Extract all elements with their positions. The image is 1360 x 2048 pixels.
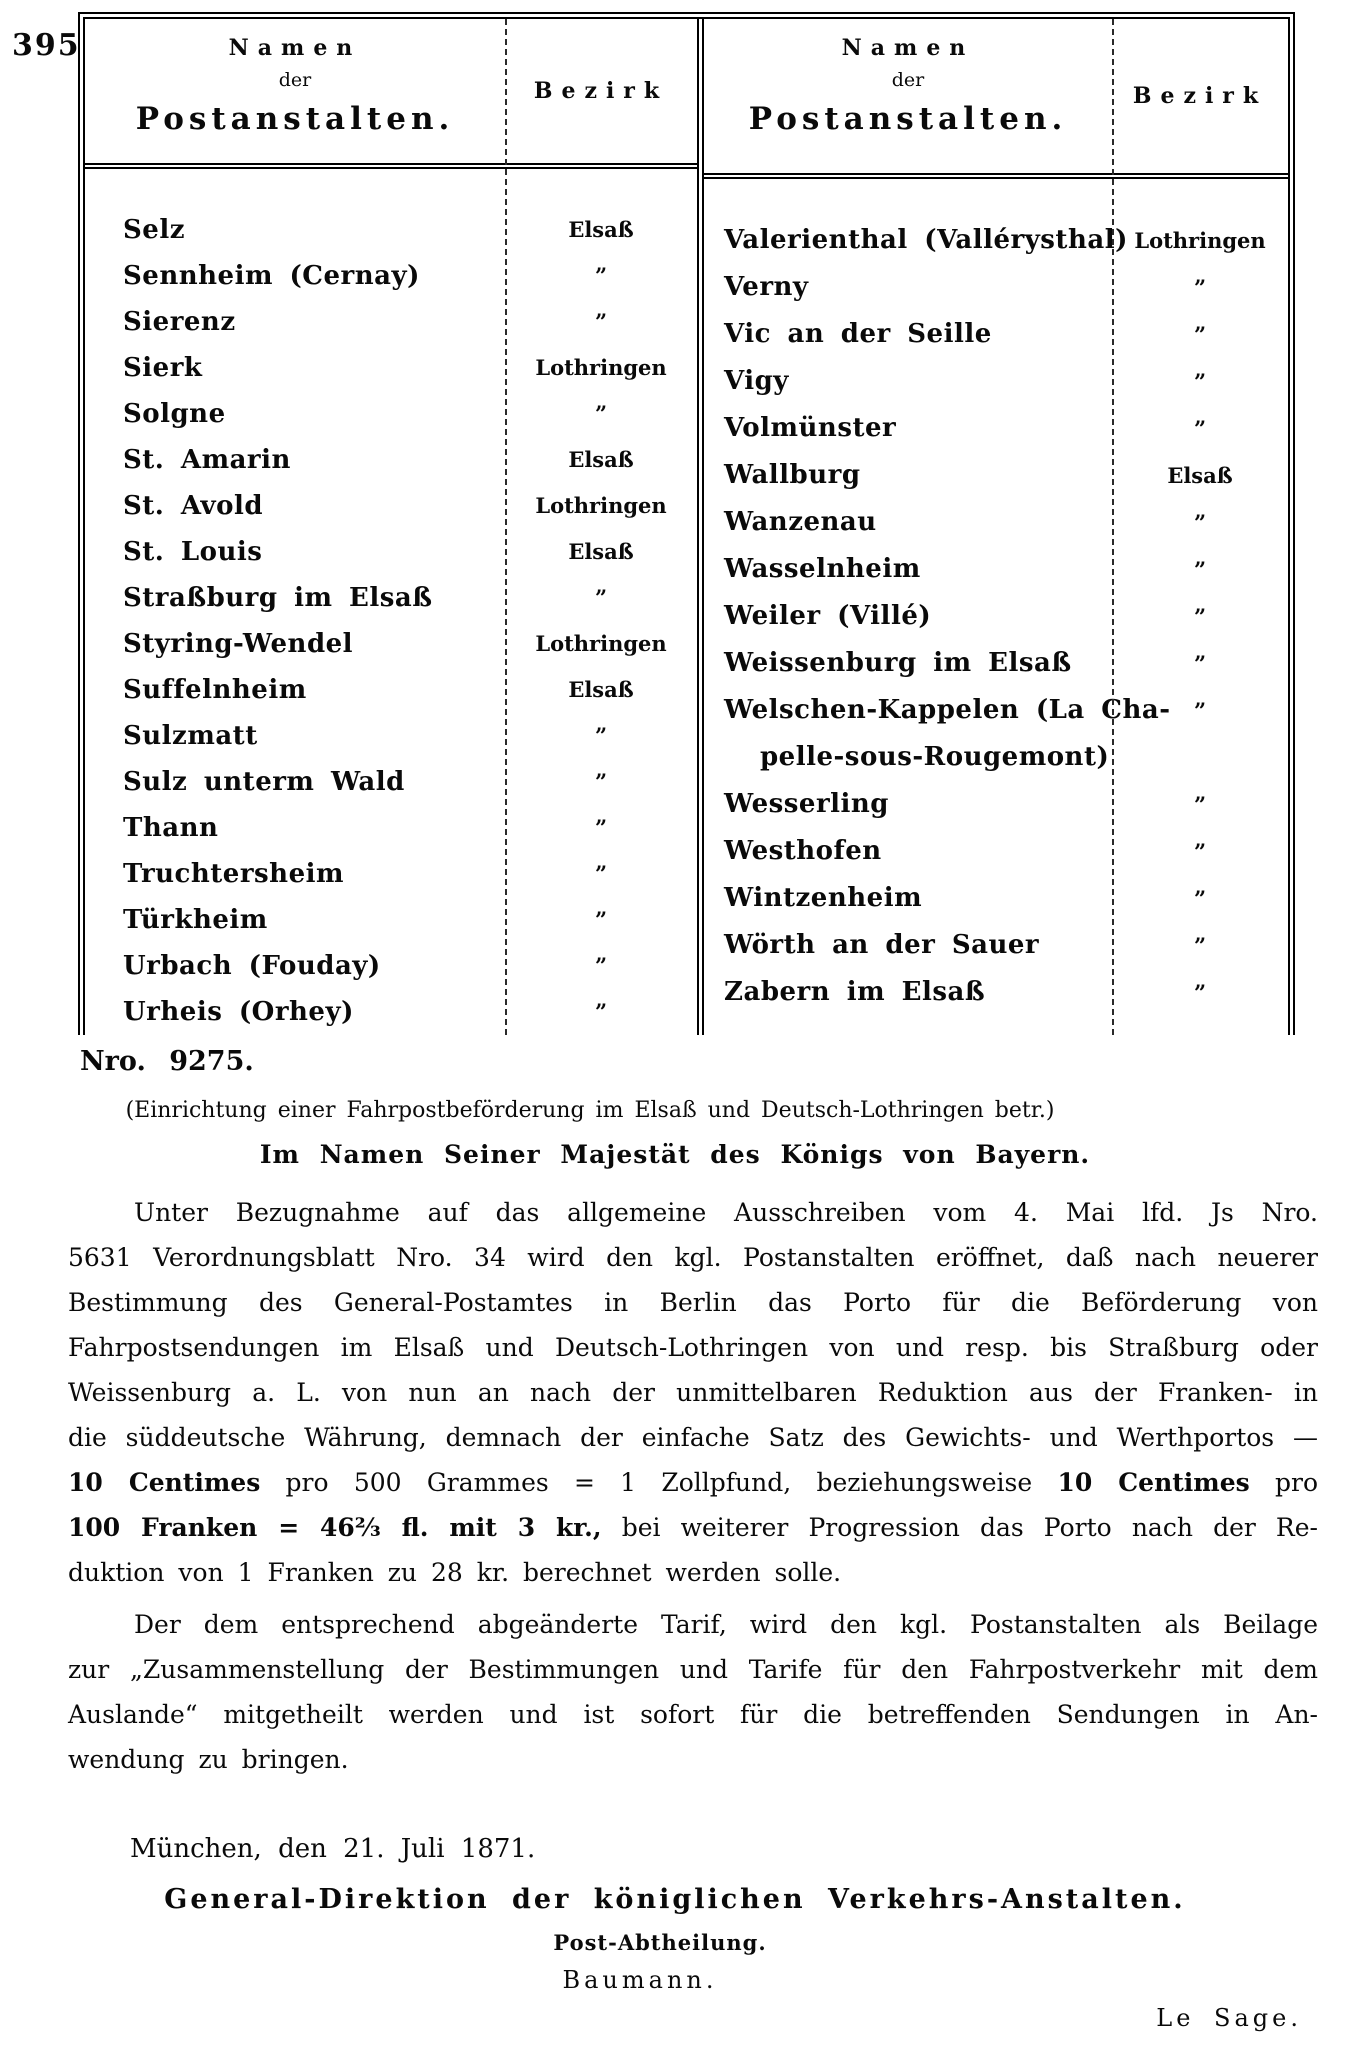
table-row bbox=[85, 345, 697, 391]
cell-name: Sierenz bbox=[123, 307, 236, 337]
text-line: wendung zu bringen. bbox=[68, 1745, 349, 1774]
cell-bezirk: ” bbox=[1193, 933, 1207, 958]
cell-bezirk: ” bbox=[594, 309, 608, 334]
table-row bbox=[85, 575, 697, 621]
decree-number: Nro. 9275. bbox=[80, 1046, 254, 1077]
page-number: 395 bbox=[12, 28, 81, 63]
header-names-line2: der bbox=[891, 69, 925, 91]
cell-name: Weiler (Villé) bbox=[724, 601, 932, 631]
cell-bezirk: ” bbox=[594, 907, 608, 932]
table-row bbox=[704, 828, 1288, 875]
table-header-right bbox=[704, 19, 1288, 179]
cell-bezirk: Elsaß bbox=[568, 539, 634, 564]
table-body-left bbox=[85, 169, 697, 1035]
cell-name: Westhofen bbox=[724, 836, 882, 866]
table-row bbox=[85, 759, 697, 805]
cell-name: Türkheim bbox=[123, 905, 268, 935]
table-row bbox=[85, 207, 697, 253]
cell-bezirk: ” bbox=[1193, 510, 1207, 535]
table-row bbox=[85, 897, 697, 943]
cell-name: Volmünster bbox=[724, 413, 897, 443]
table-header-left bbox=[85, 19, 697, 169]
cell-name-line1: Welschen-Kappelen (La Cha- bbox=[724, 695, 1171, 725]
table-row bbox=[85, 391, 697, 437]
cell-bezirk: ” bbox=[1193, 792, 1207, 817]
signature-lesage: Le Sage. bbox=[1156, 2004, 1302, 2032]
column-divider bbox=[505, 19, 507, 1035]
text-line: Auslande“ mitgetheilt werden und ist sofort für die betreffenden Sendungen in An- bbox=[68, 1700, 1318, 1729]
cell-name: Vic an der Seille bbox=[724, 319, 992, 349]
table-row bbox=[704, 499, 1288, 546]
cell-name: Urbach (Fouday) bbox=[123, 951, 381, 981]
text-line: Fahrpostsendungen im Elsaß und Deutsch-Lothringen von und resp. bis Straßburg oder bbox=[68, 1333, 1318, 1362]
table-row bbox=[704, 687, 1288, 781]
text-line: Unter Bezugnahme auf das allgemeine Ausschreiben vom 4. Mai lfd. Js Nro. bbox=[134, 1198, 1318, 1227]
cell-bezirk: Lothringen bbox=[535, 493, 667, 518]
cell-name: Truchtersheim bbox=[123, 859, 345, 889]
cell-bezirk: ” bbox=[1193, 698, 1207, 723]
decree-paragraph-1 bbox=[68, 1190, 1318, 1595]
cell-name: Suffelnheim bbox=[123, 675, 307, 705]
header-names bbox=[85, 19, 505, 163]
table-row bbox=[704, 264, 1288, 311]
table-body-right bbox=[704, 179, 1288, 1035]
cell-bezirk: ” bbox=[594, 723, 608, 748]
table-row bbox=[85, 805, 697, 851]
table-row bbox=[704, 405, 1288, 452]
cell-bezirk: ” bbox=[1193, 322, 1207, 347]
postanstalten-table bbox=[78, 12, 1295, 1035]
table-row bbox=[85, 713, 697, 759]
cell-bezirk: Elsaß bbox=[568, 677, 634, 702]
cell-name: St. Amarin bbox=[123, 445, 291, 475]
decree-heading: Im Namen Seiner Majestät des Königs von Bayern. bbox=[259, 1140, 1091, 1169]
text-line: 5631 Verordnungsblatt Nro. 34 wird den kgl. Postanstalten eröffnet, daß nach neuerer bbox=[68, 1243, 1318, 1272]
header-names-line1: Namen bbox=[841, 35, 975, 61]
table-row bbox=[85, 943, 697, 989]
cell-name: Wintzenheim bbox=[724, 883, 923, 913]
cell-name bbox=[704, 687, 1171, 781]
cell-bezirk: Elsaß bbox=[568, 217, 634, 242]
header-names-line3: Postanstalten. bbox=[748, 101, 1068, 137]
cell-bezirk: ” bbox=[594, 861, 608, 886]
table-row bbox=[704, 546, 1288, 593]
cell-bezirk: ” bbox=[1193, 275, 1207, 300]
text-line: die süddeutsche Währung, demnach der einfache Satz des Gewichts- und Werthportos — bbox=[68, 1423, 1318, 1452]
text-line: zur „Zusammenstellung der Bestimmungen und Tarife für den Fahrpostverkehr mit dem bbox=[68, 1655, 1318, 1684]
cell-bezirk: ” bbox=[1193, 416, 1207, 441]
table-row bbox=[85, 851, 697, 897]
table-row bbox=[704, 311, 1288, 358]
header-bezirk: Bezirk bbox=[533, 78, 669, 104]
cell-bezirk: ” bbox=[1193, 557, 1207, 582]
cell-bezirk: ” bbox=[1193, 604, 1207, 629]
cell-name: Vigy bbox=[724, 366, 789, 396]
cell-name-line2: pelle-sous-Rougemont) bbox=[760, 742, 1110, 772]
cell-name: Verny bbox=[724, 272, 809, 302]
table-row bbox=[85, 253, 697, 299]
cell-bezirk: ” bbox=[594, 999, 608, 1024]
column-divider bbox=[1112, 19, 1114, 1035]
cell-name: Thann bbox=[123, 813, 219, 843]
cell-bezirk: ” bbox=[1193, 980, 1207, 1005]
cell-name: Wasselnheim bbox=[724, 554, 921, 584]
table-row bbox=[704, 781, 1288, 828]
cell-bezirk: ” bbox=[594, 953, 608, 978]
text-line: Bestimmung des General-Postamtes in Berlin das Porto für die Beförderung von bbox=[68, 1288, 1318, 1317]
authority-line: General-Direktion der königlichen Verkehrs-Anstalten. bbox=[164, 1884, 1186, 1915]
table-row bbox=[85, 437, 697, 483]
table-row bbox=[704, 875, 1288, 922]
table-row bbox=[704, 217, 1288, 264]
cell-name: Straßburg im Elsaß bbox=[123, 583, 433, 613]
table-half-left bbox=[85, 19, 697, 1035]
cell-bezirk: Lothringen bbox=[535, 355, 667, 380]
header-names-line3: Postanstalten. bbox=[135, 101, 455, 137]
cell-name: Styring-Wendel bbox=[123, 629, 354, 659]
text-line: Weissenburg a. L. von nun an nach der unmittelbaren Reduktion aus der Franken- in bbox=[68, 1378, 1318, 1407]
table-row bbox=[704, 640, 1288, 687]
table-row bbox=[704, 969, 1288, 1016]
cell-bezirk: ” bbox=[594, 585, 608, 610]
table-row bbox=[704, 452, 1288, 499]
cell-name: Urheis (Orhey) bbox=[123, 997, 354, 1027]
text-line: 10 Centimes pro 500 Grammes = 1 Zollpfund, beziehungsweise 10 Centimes pro bbox=[68, 1468, 1319, 1497]
header-bezirk: Bezirk bbox=[1132, 83, 1268, 109]
cell-bezirk: ” bbox=[1193, 369, 1207, 394]
table-row bbox=[704, 593, 1288, 640]
dateline: München, den 21. Juli 1871. bbox=[130, 1834, 536, 1864]
cell-bezirk: ” bbox=[594, 815, 608, 840]
header-names-line1: Namen bbox=[228, 35, 362, 61]
cell-bezirk: ” bbox=[594, 769, 608, 794]
cell-bezirk: ” bbox=[594, 401, 608, 426]
department-line: Post-Abtheilung. bbox=[553, 1930, 767, 1955]
cell-name: Wanzenau bbox=[724, 507, 877, 537]
text-line: Der dem entsprechend abgeänderte Tarif, wird den kgl. Postanstalten als Beilage bbox=[134, 1610, 1318, 1639]
cell-bezirk: ” bbox=[1193, 886, 1207, 911]
cell-name: Selz bbox=[123, 215, 185, 245]
cell-name: St. Louis bbox=[123, 537, 263, 567]
cell-bezirk: ” bbox=[1193, 651, 1207, 676]
cell-name: Sulz unterm Wald bbox=[123, 767, 405, 797]
decree-subject: (Einrichtung einer Fahrpostbeförderung im Elsaß und Deutsch-Lothringen betr.) bbox=[125, 1098, 1055, 1123]
header-names-line2: der bbox=[278, 69, 312, 91]
cell-bezirk: Lothringen bbox=[535, 631, 667, 656]
table-half-right bbox=[697, 19, 1288, 1035]
table-row bbox=[704, 922, 1288, 969]
cell-bezirk: Elsaß bbox=[1167, 463, 1233, 488]
cell-name: Zabern im Elsaß bbox=[724, 977, 986, 1007]
cell-name: Wesserling bbox=[724, 789, 889, 819]
table-row bbox=[85, 989, 697, 1035]
table-row bbox=[85, 667, 697, 713]
decree-paragraph-2 bbox=[68, 1602, 1318, 1782]
cell-bezirk: Elsaß bbox=[568, 447, 634, 472]
table-row bbox=[704, 358, 1288, 405]
table-row bbox=[85, 529, 697, 575]
cell-name: Sierk bbox=[123, 353, 203, 383]
cell-name: Solgne bbox=[123, 399, 226, 429]
cell-name: Weissenburg im Elsaß bbox=[724, 648, 1072, 678]
text-line: 100 Franken = 46⅔ fl. mit 3 kr., bei weiterer Progression das Porto nach der Re- bbox=[68, 1513, 1318, 1542]
cell-bezirk: Lothringen bbox=[1134, 228, 1266, 253]
cell-name: Sennheim (Cernay) bbox=[123, 261, 420, 291]
cell-name: Wallburg bbox=[724, 460, 861, 490]
table-row bbox=[85, 621, 697, 667]
table-row bbox=[85, 299, 697, 345]
header-names bbox=[704, 19, 1112, 173]
cell-name: Wörth an der Sauer bbox=[724, 930, 1040, 960]
cell-name: St. Avold bbox=[123, 491, 264, 521]
cell-name: Valerienthal (Vallérysthal) bbox=[724, 225, 1128, 255]
signature-baumann: Baumann. bbox=[562, 1966, 718, 1994]
text-line: duktion von 1 Franken zu 28 kr. berechnet werden solle. bbox=[68, 1558, 842, 1587]
cell-bezirk: ” bbox=[1193, 839, 1207, 864]
table-row bbox=[85, 483, 697, 529]
cell-name: Sulzmatt bbox=[123, 721, 258, 751]
cell-bezirk: ” bbox=[594, 263, 608, 288]
